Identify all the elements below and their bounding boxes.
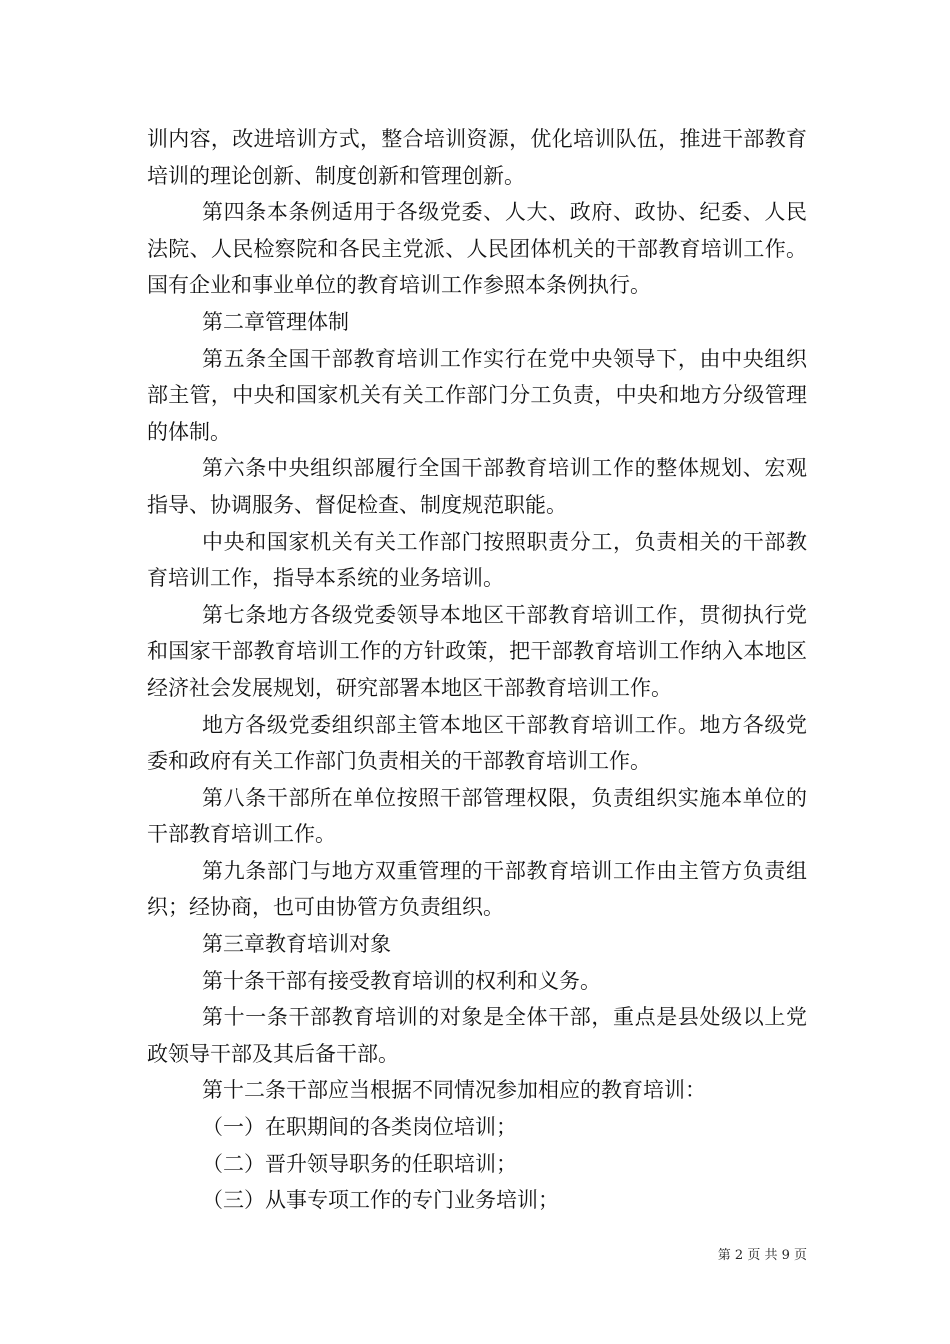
paragraph: 第十一条干部教育培训的对象是全体干部，重点是县处级以上党政领导干部及其后备干部。 <box>147 1005 807 1066</box>
paragraph: 第四条本条例适用于各级党委、人大、政府、政协、纪委、人民法院、人民检察院和各民主党派、人民团体机关的干部教育培训工作。国有企业和事业单位的教育培训工作参照本条例执行。 <box>147 200 807 298</box>
paragraph: 中央和国家机关有关工作部门按照职责分工，负责相关的干部教育培训工作，指导本系统的业务培训。 <box>147 529 807 591</box>
page-number-footer: 第 2 页 共 9 页 <box>717 1248 807 1263</box>
list-item: （三）从事专项工作的专门业务培训； <box>202 1188 559 1213</box>
list-item: （二）晋升领导职务的任职培训； <box>202 1151 517 1176</box>
document-body <box>147 121 807 1219</box>
chapter-heading: 第三章教育培训对象 <box>202 932 391 957</box>
paragraph: 地方各级党委组织部主管本地区干部教育培训工作。地方各级党委和政府有关工作部门负责相关的干部教育培训工作。 <box>147 712 807 774</box>
list-item: （一）在职期间的各类岗位培训； <box>202 1115 517 1140</box>
paragraph: 第七条地方各级党委领导本地区干部教育培训工作，贯彻执行党和国家干部教育培训工作的方针政策，把干部教育培训工作纳入本地区经济社会发展规划，研究部署本地区干部教育培训工作。 <box>147 602 807 700</box>
paragraph: 第十二条干部应当根据不同情况参加相应的教育培训： <box>202 1078 706 1103</box>
paragraph: 训内容，改进培训方式，整合培训资源，优化培训队伍，推进干部教育培训的理论创新、制度创新和管理创新。 <box>147 127 807 188</box>
paragraph: 第六条中央组织部履行全国干部教育培训工作的整体规划、宏观指导、协调服务、督促检查、制度规范职能。 <box>147 456 807 517</box>
chapter-heading: 第二章管理体制 <box>202 309 349 334</box>
paragraph: 第五条全国干部教育培训工作实行在党中央领导下，由中央组织部主管，中央和国家机关有关工作部门分工负责，中央和地方分级管理的体制。 <box>147 346 807 444</box>
paragraph: 第八条干部所在单位按照干部管理权限，负责组织实施本单位的干部教育培训工作。 <box>147 785 807 847</box>
paragraph: 第十条干部有接受教育培训的权利和义务。 <box>202 968 601 993</box>
paragraph: 第九条部门与地方双重管理的干部教育培训工作由主管方负责组织；经协商，也可由协管方负责组织。 <box>147 858 807 920</box>
